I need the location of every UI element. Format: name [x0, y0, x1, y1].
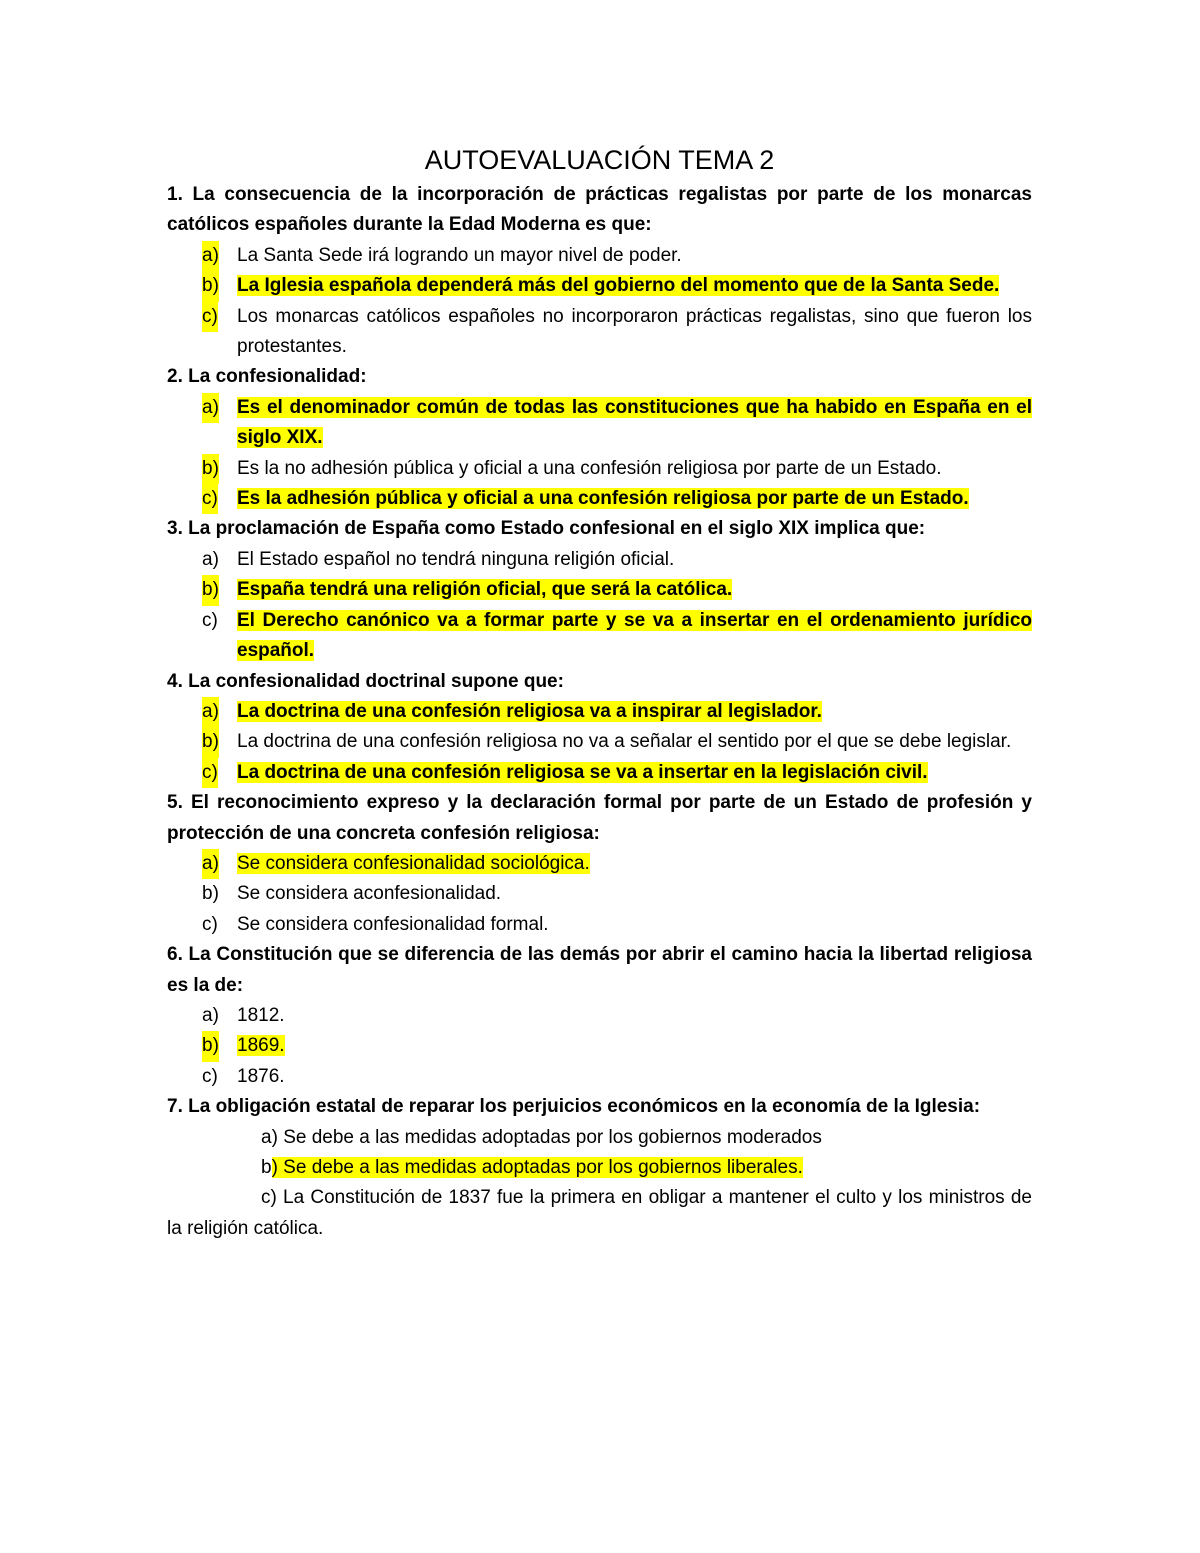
option-label: c): [202, 302, 218, 332]
option-text: Es la adhesión pública y oficial a una confesión religiosa por parte de un Estado.: [237, 488, 969, 510]
option-text: Se considera aconfesionalidad.: [237, 883, 502, 905]
option-label: b): [202, 575, 219, 605]
option-text: Es la no adhesión pública y oficial a una confesión religiosa por parte de un Estado.: [237, 457, 942, 479]
question-5: [167, 788, 1032, 940]
option-label: a): [202, 1004, 219, 1026]
option-text: Los monarcas católicos españoles no incorporaron prácticas regalistas, sino que fueron los protestantes.: [237, 305, 1032, 358]
option-label: a): [202, 241, 219, 271]
option-c: [167, 758, 1032, 788]
question-2: [167, 362, 1032, 514]
option-text: Se considera confesionalidad formal.: [237, 913, 549, 935]
option-text: España tendrá una religión oficial, que será la católica.: [237, 579, 733, 601]
question-stem: 1. La consecuencia de la incorporación de prácticas regalistas por parte de los monarcas católicos españoles durante la Edad Moderna es que:: [167, 184, 1032, 236]
option-label: c): [202, 1065, 218, 1087]
option-b: [167, 454, 1032, 484]
option-b: [167, 1153, 1032, 1183]
option-b: [167, 575, 1032, 605]
option-a: [167, 849, 1032, 879]
question-7: [167, 1092, 1032, 1244]
option-c: [167, 1183, 1032, 1244]
option-text: La Santa Sede irá logrando un mayor nivel de poder.: [237, 244, 682, 266]
option-b: [167, 1031, 1032, 1061]
option-label: a): [202, 548, 219, 570]
option-a: [167, 1001, 1032, 1031]
question-stem: 6. La Constitución que se diferencia de las demás por abrir el camino hacia la libertad religiosa es la de:: [167, 944, 1032, 996]
option-a: [167, 1123, 1032, 1153]
option-label: b: [261, 1157, 272, 1178]
option-text: 1812.: [237, 1004, 285, 1026]
option-a: [167, 393, 1032, 454]
question-4: [167, 667, 1032, 789]
option-b: [167, 879, 1032, 909]
option-c: [167, 910, 1032, 940]
option-text: ) Se debe a las medidas adoptadas por los gobiernos liberales.: [271, 1157, 803, 1178]
option-text: 1876.: [237, 1065, 285, 1087]
option-a: [167, 241, 1032, 271]
option-label: c): [202, 913, 218, 935]
option-c: [167, 1062, 1032, 1092]
option-label: b): [202, 883, 219, 905]
option-label: a): [261, 1126, 278, 1148]
question-3: [167, 514, 1032, 666]
option-label: c): [261, 1187, 277, 1209]
question-stem: 3. La proclamación de España como Estado confesional en el siglo XIX implica que:: [167, 518, 926, 540]
option-label: b): [202, 454, 219, 484]
option-label: a): [202, 393, 219, 423]
option-b: [167, 271, 1032, 301]
option-label: c): [202, 484, 218, 514]
option-label: a): [202, 697, 219, 727]
option-a: [167, 545, 1032, 575]
question-stem: 5. El reconocimiento expreso y la declaración formal por parte de un Estado de profesión y protección de una concreta confesión religiosa:: [167, 792, 1032, 844]
option-text: La doctrina de una confesión religiosa no va a señalar el sentido por el que se debe legislar.: [237, 731, 1012, 753]
option-label: b): [202, 727, 219, 757]
option-text: La Iglesia española dependerá más del gobierno del momento que de la Santa Sede.: [237, 275, 1000, 297]
option-text: La Constitución de 1837 fue la primera en obligar a mantener el culto y los ministros de la religión católica.: [167, 1187, 1033, 1239]
question-stem: 4. La confesionalidad doctrinal supone que:: [167, 670, 564, 692]
option-b: [167, 727, 1032, 757]
option-a: [167, 697, 1032, 727]
option-text: La doctrina de una confesión religiosa va a inspirar al legislador.: [237, 700, 822, 722]
option-text: 1869.: [237, 1035, 285, 1057]
option-text: La doctrina de una confesión religiosa se va a insertar en la legislación civil.: [237, 761, 928, 783]
question-1: [167, 180, 1032, 362]
document-page: [167, 140, 1032, 1244]
option-label: b): [202, 271, 219, 301]
option-label: a): [202, 849, 219, 879]
option-c: [167, 302, 1032, 363]
option-label: c): [202, 609, 218, 631]
question-6: [167, 940, 1032, 1092]
question-stem: 2. La confesionalidad:: [167, 366, 367, 388]
question-stem: 7. La obligación estatal de reparar los perjuicios económicos en la economía de la Iglesia:: [167, 1096, 981, 1118]
option-c: [167, 606, 1032, 667]
option-c: [167, 484, 1032, 514]
option-text: El Estado español no tendrá ninguna religión oficial.: [237, 548, 675, 570]
option-text: Se considera confesionalidad sociológica.: [237, 852, 590, 874]
option-text: Es el denominador común de todas las constituciones que ha habido en España en el siglo XIX.: [237, 396, 1032, 449]
document-title: AUTOEVALUACIÓN TEMA 2: [424, 145, 775, 175]
option-text: Se debe a las medidas adoptadas por los gobiernos moderados: [283, 1126, 822, 1148]
option-text: El Derecho canónico va a formar parte y se va a insertar en el ordenamiento jurídico español.: [237, 609, 1032, 662]
option-label: c): [202, 758, 218, 788]
option-label: b): [202, 1031, 219, 1061]
